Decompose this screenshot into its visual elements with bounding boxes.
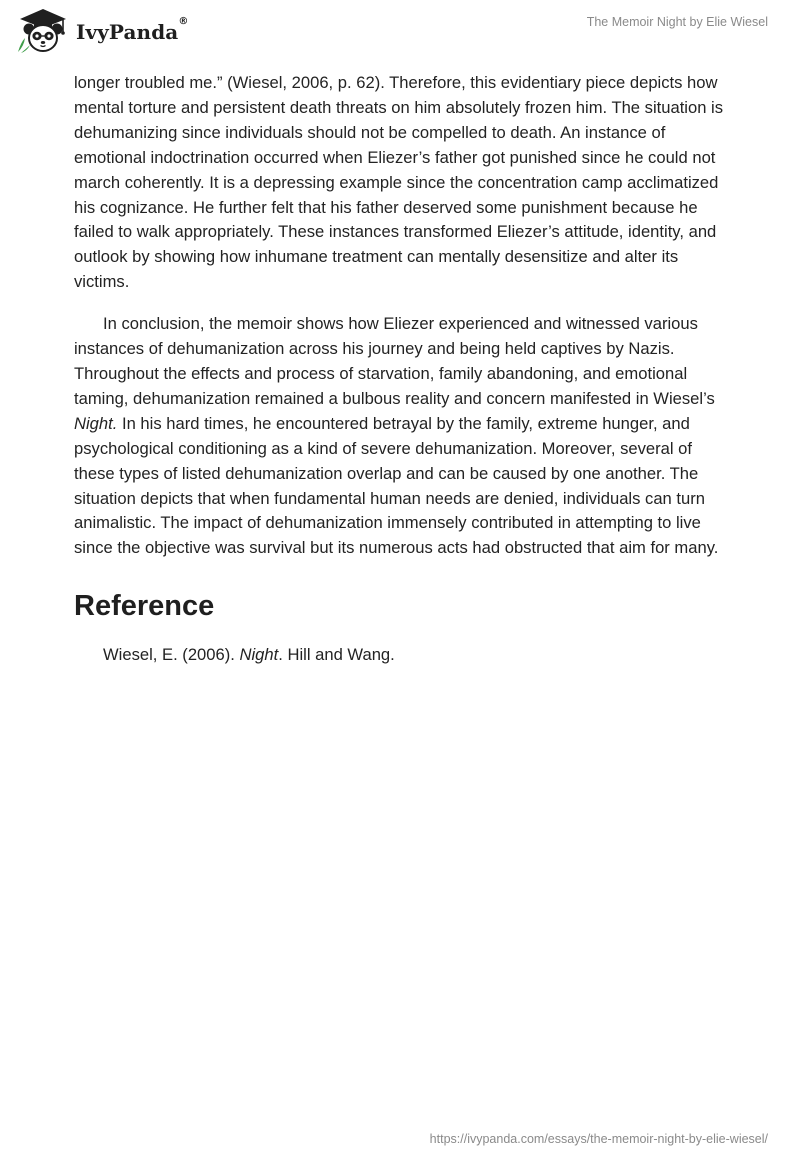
- registered-mark: ®: [178, 16, 189, 27]
- document-title: The Memoir Night by Elie Wiesel: [586, 15, 768, 29]
- reference-heading: Reference: [74, 590, 215, 623]
- panda-graduate-icon: [14, 8, 72, 54]
- body-paragraph-1: longer troubled me.” (Wiesel, 2006, p. 62). Therefore, this evidentiary piece depicts how mental torture and persistent death threats on him absolutely frozen him. The situation is dehumanizing since individuals should not be compelled to death. An instance of emotional indoctrination occurred when Eliezer’s father got punished since he could not march coherently. It is a depressing example since the concentration camp acclimatized his cognizance. He further felt that his father deserved some punishment because he failed to walk appropriately. These instances transformed Eliezer’s attitude, identity, and outlook by showing how inhumane treatment can mentally desensitize and alter its victims.: [74, 73, 724, 292]
- reference-publisher: . Hill and Wang.: [278, 645, 395, 665]
- paragraph-text: In his hard times, he encountered betrayal by the family, extreme hunger, and psychological conditioning as a kind of severe dehumanization. Moreover, several of these types of listed dehumanization overlap and can be caused by one another. The situation depicts that when fundamental human needs are denied, individuals can turn animalistic. The impact of dehumanization immensely contributed in attempting to live since the objective was survival but its numerous acts had obstructed that aim for many.: [74, 413, 719, 558]
- page-header: [0, 0, 800, 70]
- reference-title-italic: Night: [239, 645, 279, 665]
- reference-entry: [103, 643, 734, 668]
- logo-text: IvyPanda®: [76, 16, 189, 44]
- source-url-link[interactable]: https://ivypanda.com/essays/the-memoir-night-by-elie-wiesel/: [429, 1132, 768, 1146]
- reference-author: Wiesel, E. (2006).: [103, 645, 240, 665]
- book-title-italic: Night.: [74, 413, 118, 433]
- ivypanda-logo[interactable]: [14, 8, 188, 54]
- paragraph-text: In conclusion, the memoir shows how Eliezer experienced and witnessed various instances of dehumanization across his journey and being held captives by Nazis. Throughout the effects and process of starvation, family abandoning, and emotional taming, dehumanization remained a bulbous reality and concern manifested in Wiesel’s: [74, 314, 715, 408]
- essay-content: [74, 71, 734, 668]
- body-paragraph-2: [74, 312, 734, 561]
